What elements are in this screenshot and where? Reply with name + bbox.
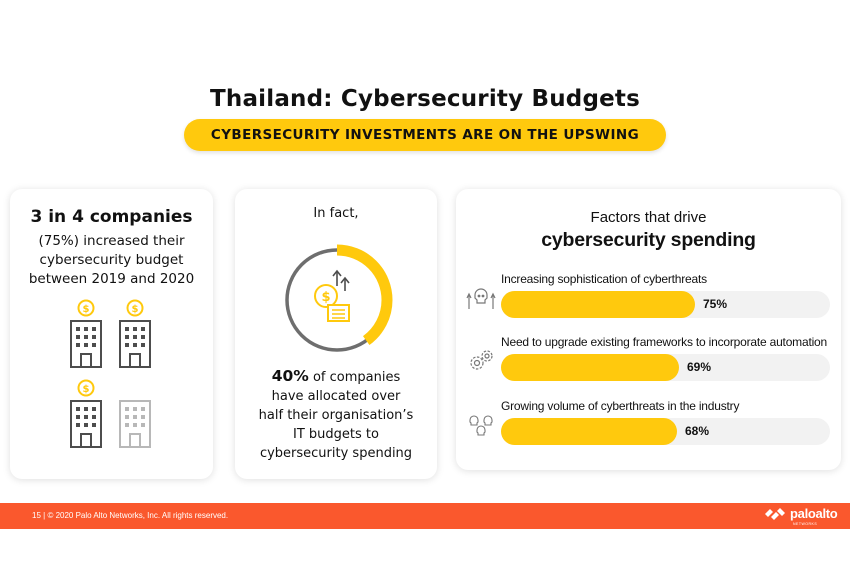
factor-bar-fill (501, 354, 679, 381)
card1-line: (75%) increased their (38, 233, 185, 249)
allocation-donut (281, 244, 393, 356)
building-icon (115, 379, 155, 449)
paloalto-logo (765, 506, 838, 526)
footer-bar (0, 503, 850, 529)
paloalto-mark-icon (765, 508, 787, 520)
factor-value: 69% (687, 360, 712, 374)
skull-arrows-icon (466, 283, 496, 313)
factor-row (456, 272, 841, 332)
page-number: 15 (32, 511, 41, 520)
svg-text:$: $ (82, 384, 90, 395)
page-title: Thailand: Cybersecurity Budgets (209, 86, 641, 112)
gears-icon (466, 346, 496, 376)
card2-stat-suffix: of companies (308, 370, 401, 385)
footer-separator: | (43, 511, 46, 520)
subtitle-banner (184, 119, 666, 151)
factor-value: 75% (703, 297, 728, 311)
card1-headline: 3 in 4 companies (30, 207, 193, 227)
svg-text:$: $ (321, 290, 331, 305)
budget-allocation-card (235, 189, 437, 479)
subtitle-banner-text: CYBERSECURITY INVESTMENTS ARE ON THE UPSWING (210, 127, 640, 143)
card2-stat-line (235, 367, 437, 387)
card1-line: between 2019 and 2020 (28, 271, 195, 287)
factor-label: Increasing sophistication of cyberthreats (501, 272, 707, 286)
card2-line: cybersecurity spending (259, 446, 413, 461)
skulls-icon (466, 410, 496, 440)
logo-wordmark: paloalto (790, 506, 838, 521)
building-dollar-icon (115, 299, 155, 369)
money-growth-icon (315, 271, 349, 321)
factors-heading: cybersecurity spending (541, 229, 756, 251)
card2-lead: In fact, (313, 206, 359, 221)
factor-label: Need to upgrade existing frameworks to incorporate automation (501, 335, 827, 349)
factors-subtitle: Factors that drive (590, 209, 707, 226)
svg-text:$: $ (131, 304, 139, 315)
factor-bar-fill (501, 291, 695, 318)
spending-factors-card (456, 189, 841, 470)
factor-label: Growing volume of cyberthreats in the industry (501, 399, 740, 413)
card2-stat: 40% (271, 367, 309, 385)
card1-text (10, 232, 213, 289)
budget-increase-card (10, 189, 213, 479)
footer-text (32, 511, 228, 520)
building-dollar-icon (66, 299, 106, 369)
card2-line: IT budgets to (293, 427, 379, 442)
factor-row (456, 399, 841, 459)
factor-bar-track (501, 418, 830, 445)
factor-value: 68% (685, 424, 710, 438)
factor-bar-fill (501, 418, 677, 445)
building-dollar-icon (66, 379, 106, 449)
copyright-text: © 2020 Palo Alto Networks, Inc. All rights reserved. (47, 511, 229, 520)
svg-text:$: $ (82, 304, 90, 315)
factor-row (456, 335, 841, 395)
factor-bar-track (501, 291, 830, 318)
card2-line: half their organisation’s (258, 408, 414, 423)
card2-text (235, 367, 437, 463)
card1-line: cybersecurity budget (39, 252, 184, 268)
logo-subtext: NETWORKS (793, 522, 818, 526)
factor-bar-track (501, 354, 830, 381)
card2-line: have allocated over (271, 389, 401, 404)
